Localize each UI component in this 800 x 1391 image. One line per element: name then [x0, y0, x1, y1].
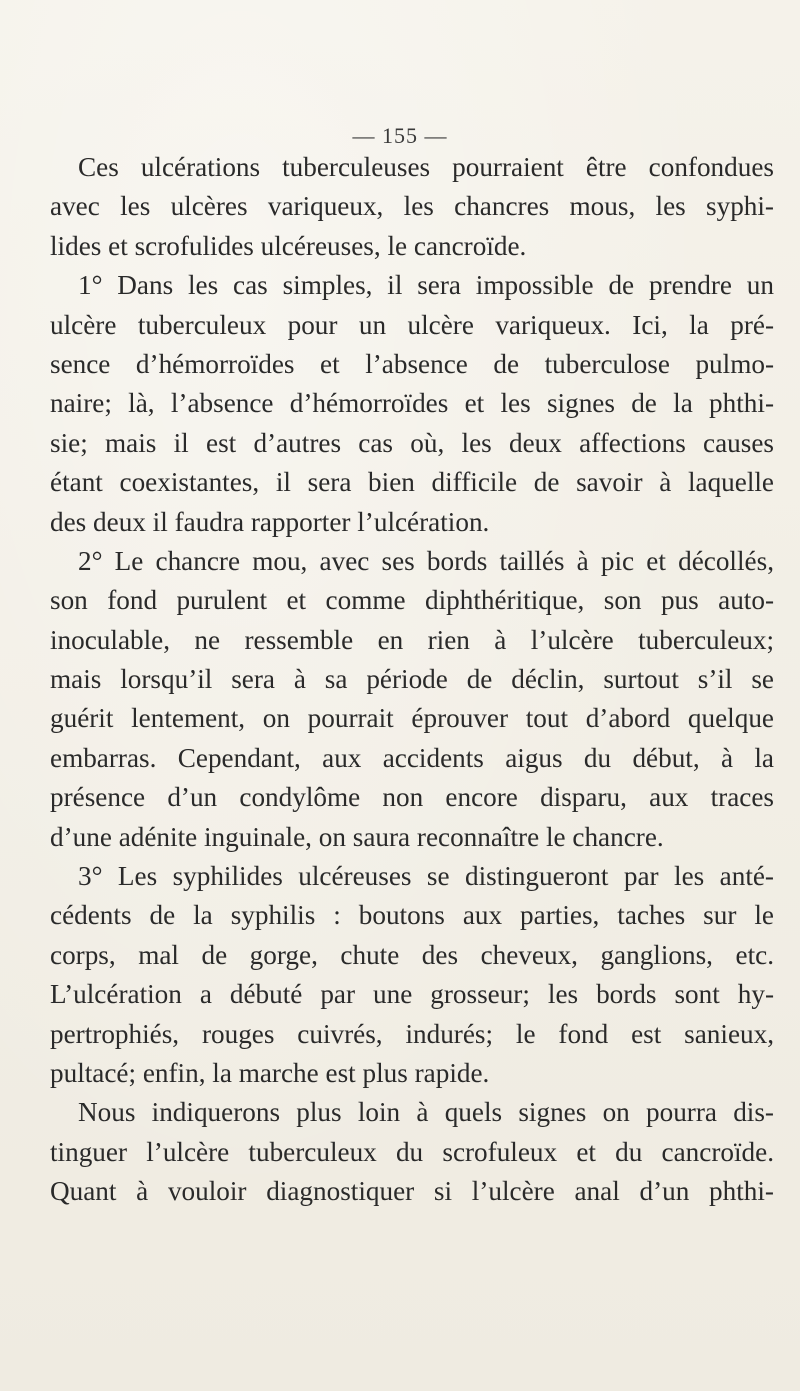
text-line: Ces ulcérations tuberculeuses pourraient être confondues — [78, 152, 774, 182]
text-line: corps, mal de gorge, chute des cheveux, ganglions, etc. — [50, 939, 774, 970]
text-line: tinguer l’ulcère tuberculeux du scrofuleux et du cancroïde. — [50, 1136, 774, 1167]
text-line: sie; mais il est d’autres cas où, les deux affections causes — [50, 427, 774, 458]
text-line: ulcère tuberculeux pour un ulcère variqueux. Ici, la pré- — [50, 309, 774, 340]
text-line: présence d’un condylôme non encore disparu, aux traces — [50, 782, 774, 813]
text-line: mais lorsqu’il sera à sa période de déclin, surtout s’il se — [50, 664, 774, 695]
text-line: pertrophiés, rouges cuivrés, indurés; le fond est sanieux, — [50, 1018, 774, 1049]
text-line: guérit lentement, on pourrait éprouver tout d’abord quelque — [50, 703, 774, 734]
page-number: — 155 — — [352, 123, 448, 148]
text-line: naire; là, l’absence d’hémorroïdes et les signes de la phthi- — [50, 388, 774, 419]
text-line: Quant à vouloir diagnostiquer si l’ulcère anal d’un phthi- — [50, 1176, 774, 1207]
text-line: 3° Les syphilides ulcéreuses se distingueront par les anté- — [78, 861, 774, 892]
text-line: sence d’hémorroïdes et l’absence de tuberculose pulmo- — [50, 348, 774, 379]
text-line: pultacé; enfin, la marche est plus rapide. — [50, 1057, 490, 1088]
text-line: 2° Le chancre mou, avec ses bords taillés à pic et décollés, — [78, 545, 774, 576]
text-line: cédents de la syphilis : boutons aux parties, taches sur le — [50, 900, 774, 931]
text-line: inoculable, ne ressemble en rien à l’ulcère tuberculeux; — [50, 624, 774, 655]
text-line: son fond purulent et comme diphthéritique, son pus auto- — [50, 585, 774, 616]
text-line: étant coexistantes, il sera bien difficile de savoir à laquelle — [50, 467, 774, 498]
text-line: 1° Dans les cas simples, il sera impossible de prendre un — [78, 270, 774, 301]
text-line: embarras. Cependant, aux accidents aigus du début, à la — [50, 742, 774, 773]
text-line: d’une adénite inguinale, on saura reconnaître le chancre. — [50, 821, 664, 852]
text-line: L’ulcération a débuté par une grosseur; les bords sont hy- — [50, 979, 774, 1010]
body-text — [50, 148, 774, 1212]
text-line: Nous indiquerons plus loin à quels signes on pourra dis- — [78, 1097, 774, 1128]
text-line: lides et scrofulides ulcéreuses, le cancroïde. — [50, 230, 527, 261]
text-line: avec les ulcères variqueux, les chancres mous, les syphi- — [50, 191, 774, 222]
text-line: des deux il faudra rapporter l’ulcération. — [50, 506, 490, 537]
